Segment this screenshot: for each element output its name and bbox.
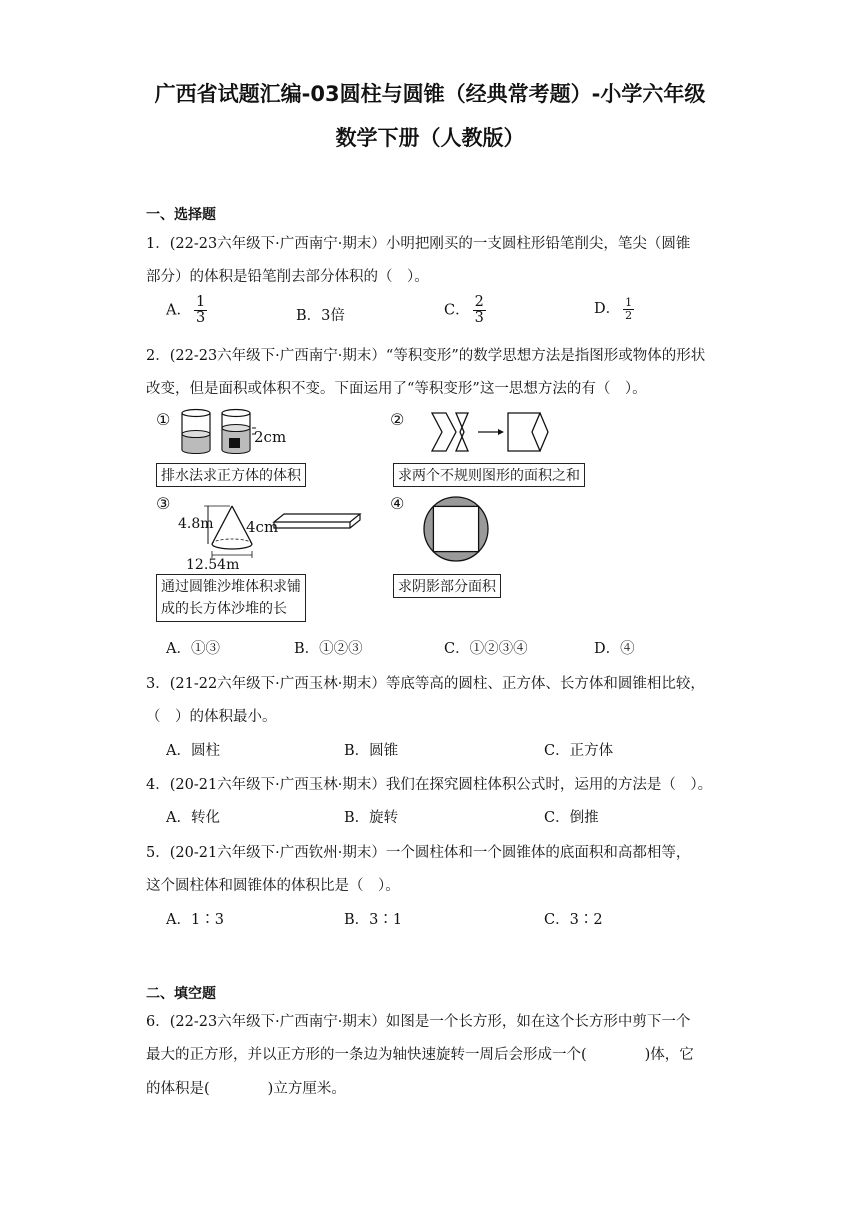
question-2-option-a: A．①③	[166, 641, 220, 657]
question-1-option-c: C． $\frac{2}{3}$	[444, 294, 484, 327]
irregular-shapes-figure	[428, 410, 558, 456]
question-5-option-b: B．3∶1	[344, 912, 403, 928]
page-title-line2: 数学下册（人教版）	[335, 126, 525, 150]
figure-2-number: ②	[390, 410, 405, 429]
question-3-line2: （ ）的体积最小。	[146, 709, 277, 725]
question-2-line1: 2．(22-23六年级下·广西南宁·期末）“等积变形”的数学思想方法是指图形或物体的形状	[146, 348, 706, 364]
dim-12-54m: 12.54m	[186, 557, 240, 573]
question-1-option-d: D． $\frac{1}{2}$	[594, 296, 633, 322]
dim-4cm: 4cm	[246, 518, 279, 536]
question-2-option-b: B．①②③	[294, 641, 363, 657]
question-4-line1: 4．(20-21六年级下·广西玉林·期末）我们在探究圆柱体积公式时，运用的方法是（ ）。	[146, 777, 713, 793]
question-4-option-a: A．转化	[166, 810, 220, 826]
question-2-option-d: D．④	[594, 641, 635, 657]
question-5-line1: 5．(20-21六年级下·广西钦州·期末）一个圆柱体和一个圆锥体的底面积和高都相等，	[146, 845, 691, 861]
question-5-option-c: C．3∶2	[544, 912, 603, 928]
question-1-option-a: A． $\frac{1}{3}$	[166, 294, 206, 327]
question-3-option-a: A．圆柱	[166, 743, 220, 759]
figure-4-number: ④	[390, 494, 405, 513]
page-title-line1: 广西省试题汇编-03圆柱与圆锥（经典常考题）-小学六年级	[154, 82, 706, 106]
shaded-circle-figure	[421, 494, 491, 564]
question-4-option-b: B．旋转	[344, 810, 399, 826]
question-2-line2: 改变，但是面积或体积不变。下面运用了“等积变形”这一思想方法的有（ ）。	[146, 381, 647, 397]
dim-2cm: 2cm	[254, 428, 287, 446]
section-heading-choice: 一、选择题	[146, 207, 216, 223]
question-6-line1: 6．(22-23六年级下·广西南宁·期末）如图是一个长方形，如在这个长方形中剪下一个	[146, 1014, 691, 1030]
dim-4-8m: 4.8m	[178, 516, 214, 532]
figure-1-caption: 排水法求正方体的体积	[156, 463, 306, 487]
figure-2-caption: 求两个不规则图形的面积之和	[393, 463, 585, 487]
question-1-line2: 部分）的体积是铅笔削去部分体积的（ ）。	[146, 269, 429, 285]
question-1-option-b: B．3倍	[296, 308, 345, 324]
question-5-option-a: A．1∶3	[166, 912, 224, 928]
question-2-option-c: C．①②③④	[444, 641, 528, 657]
question-4-option-c: C．倒推	[544, 810, 599, 826]
section-heading-fill: 二、填空题	[146, 986, 216, 1002]
figure-1-number: ①	[156, 410, 171, 429]
figure-3-caption: 通过圆锥沙堆体积求铺 成的长方体沙堆的长	[156, 574, 306, 622]
question-1-line1: 1．(22-23六年级下·广西南宁·期末）小明把刚买的一支圆柱形铅笔削尖，笔尖（圆锥	[146, 236, 691, 252]
figure-4-caption: 求阴影部分面积	[393, 574, 501, 598]
question-3-option-b: B．圆锥	[344, 743, 399, 759]
question-3-line1: 3．(21-22六年级下·广西玉林·期末）等底等高的圆柱、正方体、长方体和圆锥相比较，	[146, 676, 705, 692]
figure-3-number: ③	[156, 494, 171, 513]
question-3-option-c: C．正方体	[544, 743, 614, 759]
question-6-line3: 的体积是( )立方厘米。	[146, 1081, 346, 1097]
question-6-line2: 最大的正方形，并以正方形的一条边为轴快速旋转一周后会形成一个( )体，它	[146, 1047, 694, 1063]
question-5-line2: 这个圆柱体和圆锥体的体积比是（ ）。	[146, 878, 400, 894]
